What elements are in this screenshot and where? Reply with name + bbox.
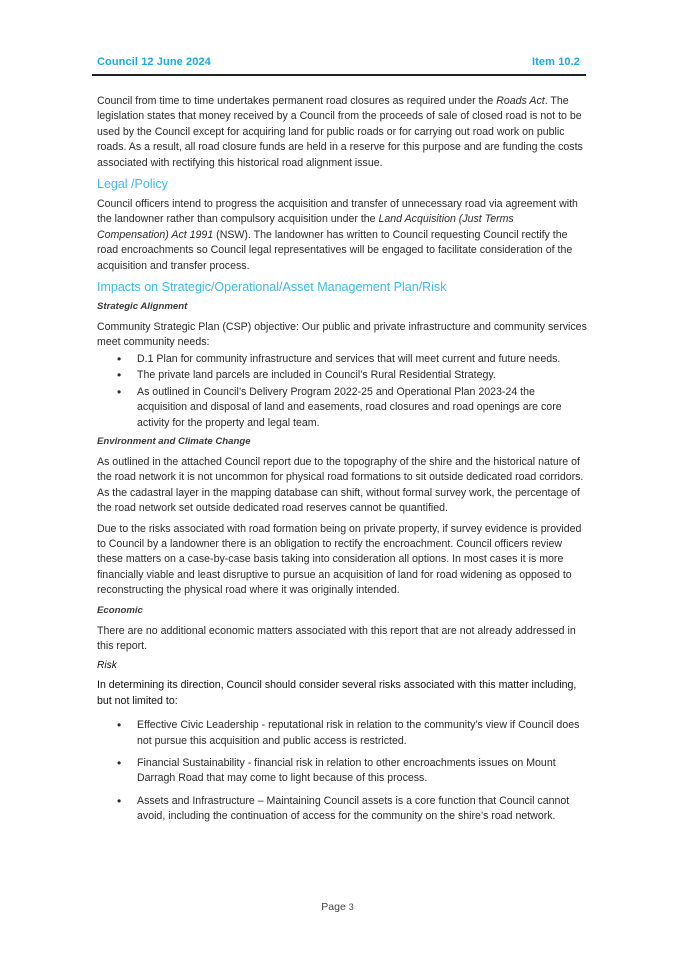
risk-bullet-list — [97, 718, 587, 824]
environment-paragraph-1: As outlined in the attached Council report due to the topography of the shire and the historical nature of the road network it is not uncommon for physical road formations to sit outside dedicated road corridors. As the cadastral layer in the mapping database can shift, without formal survey work, the percentage of the road network set outside dedicated road reserves cannot be quantified. — [97, 455, 584, 515]
risk-heading: Risk — [97, 660, 117, 672]
impacts-heading: Impacts on Strategic/Operational/Asset Management Plan/Risk — [97, 280, 447, 295]
environment-paragraph-2: Due to the risks associated with road formation being on private property, if survey evidence is provided to Council by a landowner there is an obligation to rectify the encroachment. Council officers review these matters on a case-by-case basis taking into consideration all options. In most cases it is more financially viable and least disruptive to pursue an acquisition of land for road widening as opposed to reconstructing the physical road where it was originally intended. — [97, 522, 582, 597]
list-item: • Effective Civic Leadership - reputational risk in relation to the community’s view if Council does not pursue this acquisition and public access is restricted. — [97, 718, 587, 749]
land-acquisition-act-reference: Land Acquisition (Just Terms Compensation) Act 1991 — [97, 213, 514, 241]
legal-text-b: (NSW). The landowner has written to Council requesting Council rectify the road encroachments so Council legal representatives will be engaged to facilitate consideration of the acquisition and transfer process. — [97, 228, 573, 272]
legal-text-a: Council officers intend to progress the acquisition and transfer of unnecessary road via agreement with the landowner rather than compulsory acquisition under the — [97, 198, 578, 226]
list-item: • D.1 Plan for community infrastructure and services that will meet current and future needs. — [97, 352, 587, 367]
page-label: Page — [321, 901, 349, 913]
page-header — [97, 55, 580, 69]
legal-paragraph — [97, 197, 587, 274]
strategic-paragraph: Community Strategic Plan (CSP) objective: Our public and private infrastructure and community services meet community needs: — [97, 321, 587, 349]
intro-text-b: . The legislation states that money received by a Council from the proceeds of sale of closed road is not to be used by the Council except for acquiring land for public roads or for carrying out road work on public roads. As a result, all road closure funds are held in a reserve for this purpose and are funding the costs associated with rectifying this historical road alignment issue. — [97, 95, 583, 169]
risk-intro-paragraph: In determining its direction, Council should consider several risks associated with this matter including, but not limited to: — [97, 679, 577, 707]
economic-heading: Economic — [97, 604, 143, 616]
list-item: • Assets and Infrastructure – Maintaining Council assets is a core function that Council cannot avoid, including the continuation of access for the community on the shire’s road network. — [97, 794, 587, 825]
page-footer — [0, 901, 675, 913]
list-item: • The private land parcels are included in Council’s Rural Residential Strategy. — [97, 368, 587, 383]
intro-paragraph — [97, 94, 587, 171]
roads-act-reference: Roads Act — [496, 95, 545, 107]
environment-heading: Environment and Climate Change — [97, 435, 251, 447]
page-content — [97, 94, 587, 832]
intro-text-a: Council from time to time undertakes permanent road closures as required under the — [97, 95, 497, 107]
legal-policy-heading: Legal /Policy — [97, 177, 168, 192]
list-item: • Financial Sustainability - financial risk in relation to other encroachments issues on Mount Darragh Road that may come to light because of this process. — [97, 756, 587, 787]
strategic-alignment-heading: Strategic Alignment — [97, 301, 188, 313]
economic-paragraph: There are no additional economic matters associated with this report that are not already addressed in this report. — [97, 624, 576, 652]
meeting-date: Council 12 June 2024 — [97, 56, 211, 68]
list-item: • As outlined in Council’s Delivery Program 2022-25 and Operational Plan 2023-24 the acquisition and disposal of land and easements, road closures and road openings are core activity for the property and legal team. — [97, 385, 587, 431]
item-number: Item 10.2 — [532, 56, 580, 68]
header-divider — [92, 74, 586, 76]
strategic-bullet-list — [97, 352, 587, 431]
page-number: 3 — [348, 902, 354, 912]
